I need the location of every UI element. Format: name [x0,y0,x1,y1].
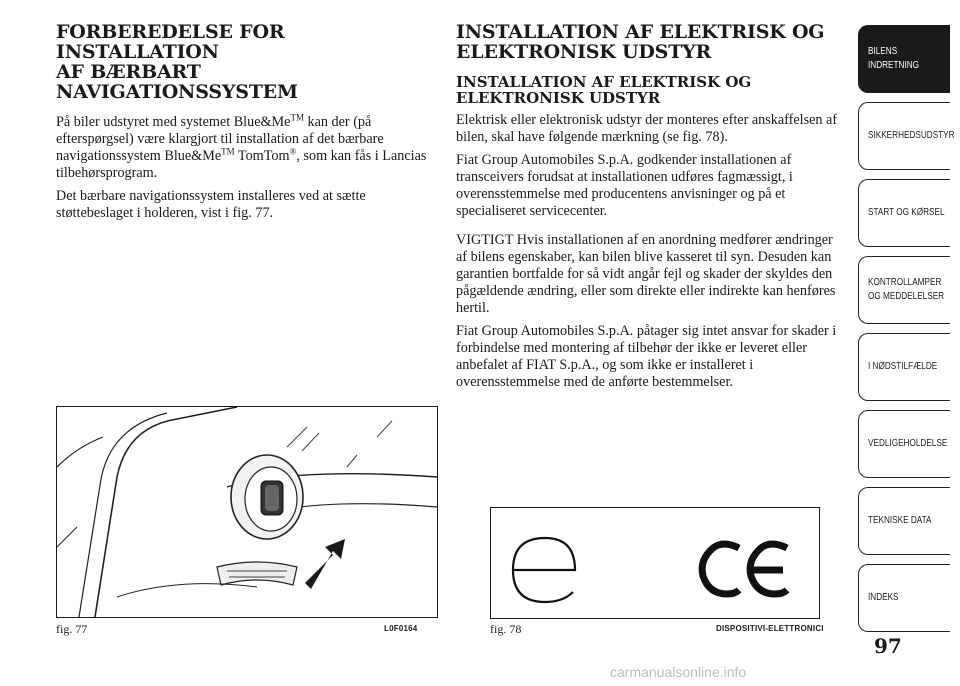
tab-kontrollamper[interactable] [858,256,950,324]
title-line: FORBEREDELSE FOR INSTALLATION [56,21,285,63]
paragraph: VIGTIGT Hvis installationen af en anordning medfører ændringer af bilens egenskaber, kan bilen blive kasseret til syn. Desuden kan garantien bortfalde for så vidt angår fejl og skader der skyldes den pågældende ændring, eller som direkte eller indirekte kan henføres hertil. [456,232,836,316]
title-line: ELEKTRONISK UDSTYR [456,41,712,63]
figure-78-caption: fig. 78 [490,622,522,636]
subtitle-line: INSTALLATION AF ELEKTRISK OG [456,73,752,91]
watermark: carmanualsonline.info [610,664,747,680]
trademark-sup: TM [221,146,235,157]
text-run: kan der (på efterspørgsel) være klargjort til installation af det bærbare navigationssystem Blue&Me [56,114,384,164]
text-run: TomTom [234,148,290,164]
title-line: AF BÆRBART NAVIGATIONSSYSTEM [56,61,298,103]
tab-label: INDEKS [868,592,899,603]
figure-77-caption: fig. 77 [56,622,88,636]
paragraph [56,114,438,182]
tab-sikkerhedsudstyr[interactable] [858,102,955,170]
paragraph: Elektrisk eller elektronisk udstyr der monteres efter anskaffelsen af bilen, skal have følgende mærkning (se fig. 78). [456,112,838,145]
tab-label: START OG KØRSEL [868,207,945,218]
tab-label: VEDLIGEHOLDELSE [868,438,948,449]
left-column [56,22,438,228]
tab-bilens-indretning[interactable] [858,25,950,93]
figure-78-code: DISPOSITIVI-ELETTRONICI [716,624,824,633]
tab-i-nodstilfaelde[interactable] [858,333,950,401]
tab-label: I NØDSTILFÆLDE [868,361,938,372]
dashboard-drawing [57,407,437,617]
registered-sup: ® [289,146,297,157]
tab-vedligeholdelse[interactable] [858,410,950,478]
title-line: INSTALLATION AF ELEKTRISK OG [456,21,825,43]
tab-label: OG MEDDELELSER [868,291,945,302]
paragraph: Fiat Group Automobiles S.p.A. godkender installationen af transceivers forudsat at installationen udføres fagmæssigt, i overensstemmelse med producentens anvisninger og på et specialiseret servicecenter. [456,152,793,219]
tab-indeks[interactable] [858,564,950,632]
figure-78-marks [490,507,820,619]
tab-tekniske-data[interactable] [858,487,950,555]
figure-77-illustration [56,406,438,618]
tab-label: INDRETNING [868,60,920,71]
right-column [456,22,842,397]
page-number: 97 [874,634,902,658]
tab-label: TEKNISKE DATA [868,515,932,526]
trademark-sup: TM [290,112,304,123]
ce-e-marks [491,508,819,618]
tab-label: KONTROLLAMPER [868,277,942,288]
left-body [56,114,438,222]
chapter-sidebar [858,25,955,641]
paragraph: Fiat Group Automobiles S.p.A. påtager sig intet ansvar for skader i forbindelse med montering af tilbehør der ikke er leveret eller anbefalet af FIAT S.p.A., og som ikke er installeret i overensstemmelse med de anførte bestemmelser. [456,323,837,390]
text-run: På biler udstyret med systemet Blue&Me [56,114,291,130]
paragraph: Det bærbare navigationssystem installeres ved at sætte støttebeslaget i holderen, vist i fig. 77. [56,188,366,221]
tab-label: BILENS [868,46,898,57]
e-mark-icon [513,538,575,602]
c-mark-icon [702,544,739,594]
e-letter-mark-icon [750,544,787,594]
section-title-navigation [56,22,438,102]
text-run: , som kan fås i Lancias tilbehørsprogram. [56,148,427,181]
subtitle-line: ELEKTRONISK UDSTYR [456,89,661,107]
figure-77-code: L0F0164 [384,624,418,633]
tab-start-og-korsel[interactable] [858,179,950,247]
tab-label: SIKKERHEDSUDSTYR [868,130,955,141]
section-subtitle [456,74,842,106]
section-title-electrical [456,22,842,62]
